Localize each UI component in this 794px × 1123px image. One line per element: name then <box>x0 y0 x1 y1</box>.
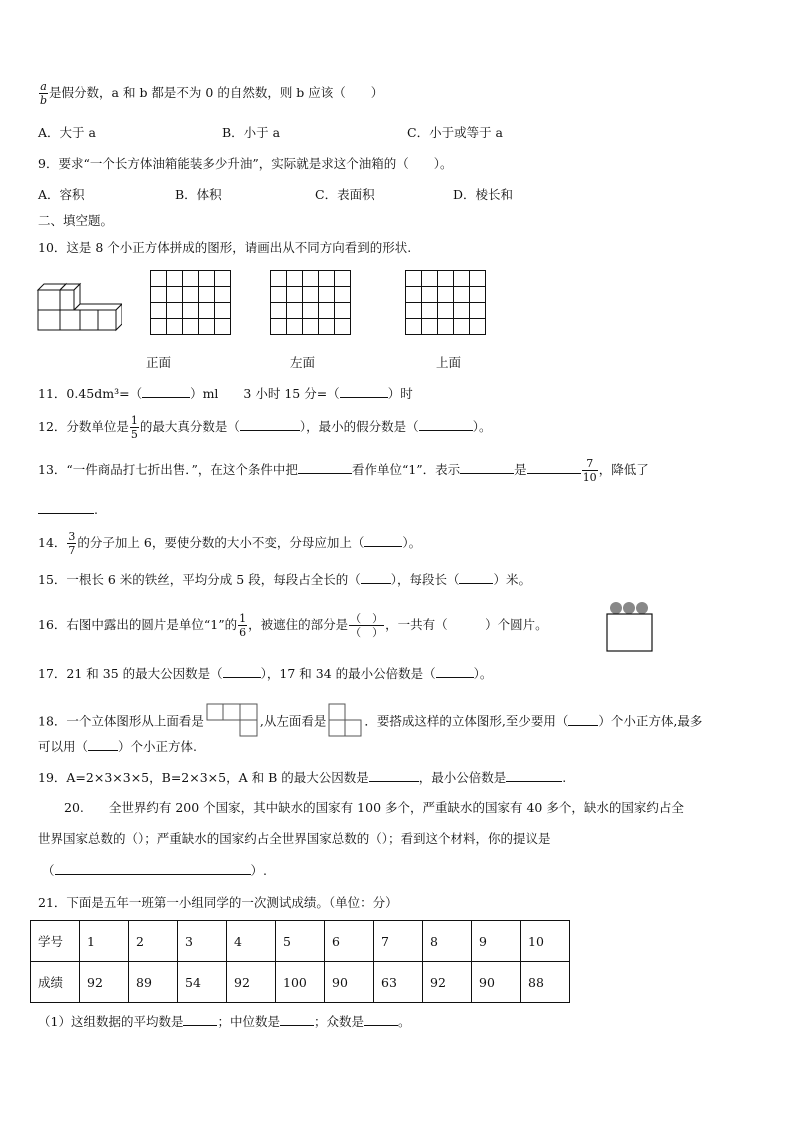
q8-stem: $\frac{a}{b}$ 是假分数，a 和 b 都是不为 0 的自然数，则 b 应该（ ） <box>40 80 384 107</box>
q10-stem: 10．这是 8 个小正方体拼成的图形，请画出从不同方向看到的形状. <box>38 240 412 255</box>
q13-fraction: $\frac{7}{10}$ <box>582 457 597 484</box>
q19-blank-1[interactable] <box>369 769 419 782</box>
q8-option-b[interactable]: B．小于 a <box>222 125 281 140</box>
q12-blank-1[interactable] <box>240 418 300 431</box>
q9-stem: 9．要求“一个长方体油箱能装多少升油”，实际就是求这个油箱的（ ）。 <box>38 156 453 171</box>
front-view-caption: 正面 <box>146 355 172 370</box>
q15-blank-1[interactable] <box>361 571 391 584</box>
q13-blank-2[interactable] <box>460 461 514 474</box>
cube-figure <box>36 272 122 334</box>
q20-blank[interactable] <box>55 862 251 875</box>
q17-blank-2[interactable] <box>436 665 474 678</box>
coins-figure <box>606 600 653 652</box>
q13-blank-4[interactable] <box>38 501 94 514</box>
q18-blank-2[interactable] <box>88 738 118 751</box>
score-table <box>30 920 570 1003</box>
left-view-figure <box>328 703 362 741</box>
q20-line-1: 20. 全世界约有 200 个国家，其中缺水的国家有 100 多个，严重缺水的国家有 40 多个，缺水的国家约占全 <box>64 800 684 815</box>
q11-blank-2[interactable] <box>340 385 388 398</box>
front-view-grid[interactable] <box>150 270 231 335</box>
q14-blank[interactable] <box>364 534 402 547</box>
q17-blank-1[interactable] <box>223 665 261 678</box>
q19-blank-2[interactable] <box>506 769 562 782</box>
q18-blank-1[interactable] <box>568 713 598 726</box>
q12-fraction: $\frac{1}{5}$ <box>130 414 138 441</box>
q12-stem: 12．分数单位是 $\frac{1}{5}$ 的最大真分数是（ ），最小的假分数是（ ）。 <box>38 414 492 441</box>
q9-option-b[interactable]: B．体积 <box>175 187 222 202</box>
q8-option-c[interactable]: C．小于或等于 a <box>407 125 503 140</box>
left-view-caption: 左面 <box>290 355 316 370</box>
q13-blank-1[interactable] <box>298 461 352 474</box>
q21-stem: 21．下面是五年一班第一小组同学的一次测试成绩。（单位：分） <box>38 895 398 910</box>
top-view-figure <box>206 703 258 741</box>
q13-blank-3[interactable] <box>527 461 581 474</box>
q8-fraction: $\frac{a}{b}$ <box>40 80 48 107</box>
q9-option-a[interactable]: A．容积 <box>38 187 85 202</box>
q16-stem: 16．右图中露出的圆片是单位“1”的 $\frac{1}{6}$ ，被遮住的部分是 $\frac{( )}{( )}$ ，一共有（ ）个圆片。 <box>38 612 548 639</box>
q14-fraction: $\frac{3}{7}$ <box>68 530 76 557</box>
q21-blank-mean[interactable] <box>183 1013 217 1026</box>
table-row: 学号 1 2 3 4 5 6 7 8 9 10 <box>31 921 570 962</box>
q16-fraction: $\frac{1}{6}$ <box>239 612 247 639</box>
q19-stem: 19．A=2×3×3×5，B=2×3×5，A 和 B 的最大公因数是 ，最小公倍数是 . <box>38 770 567 785</box>
q9-option-d[interactable]: D．棱长和 <box>453 187 514 202</box>
q15-stem: 15．一根长 6 米的铁丝，平均分成 5 段，每段占全长的（ ），每段长（ ）米。 <box>38 572 531 587</box>
q20-line-3: （ ）. <box>42 863 267 878</box>
q21-blank-mode[interactable] <box>364 1013 398 1026</box>
q18-stem-cont: 可以用（ ）个小正方体. <box>38 739 197 754</box>
q20-line-2: 世界国家总数的（）；严重缺水的国家约占全世界国家总数的（）；看到这个材料，你的提议是 <box>38 831 551 846</box>
top-view-caption: 上面 <box>436 355 462 370</box>
q13-stem-cont: . <box>38 501 98 518</box>
q13-stem: 13．“一件商品打七折出售．”，在这个条件中把 看作单位“1”．表示 是 $\frac{7}{10}$ ，降低了 <box>38 457 649 484</box>
q11-blank-1[interactable] <box>142 385 190 398</box>
q21-blank-median[interactable] <box>280 1013 314 1026</box>
top-view-grid[interactable] <box>405 270 486 335</box>
table-row: 成绩 92 89 54 92 100 90 63 92 90 88 <box>31 962 570 1003</box>
left-view-grid[interactable] <box>270 270 351 335</box>
q18-stem: 18．一个立体图形从上面看是 ,从左面看是 ．要搭成这样的立体图形,至少要用（ ）个小正方体,最多 <box>38 703 702 741</box>
q16-answer-fraction[interactable]: $\frac{( )}{( )}$ <box>350 612 384 639</box>
q11-stem: 11．0.45dm³=（ ）ml 3 小时 15 分=（ ）时 <box>38 386 413 401</box>
q17-stem: 17．21 和 35 的最大公因数是（ ），17 和 34 的最小公倍数是（ ）。 <box>38 666 493 681</box>
q14-stem: 14． $\frac{3}{7}$ 的分子加上 6，要使分数的大小不变，分母应加上（ ）。 <box>38 530 422 557</box>
q9-option-c[interactable]: C．表面积 <box>315 187 375 202</box>
q12-blank-2[interactable] <box>419 418 473 431</box>
q8-option-a[interactable]: A．大于 a <box>38 125 96 140</box>
q21-sub-1: （1）这组数据的平均数是 ；中位数是 ；众数是 。 <box>38 1014 411 1029</box>
q15-blank-2[interactable] <box>459 571 493 584</box>
section-heading: 二、填空题。 <box>38 213 114 228</box>
